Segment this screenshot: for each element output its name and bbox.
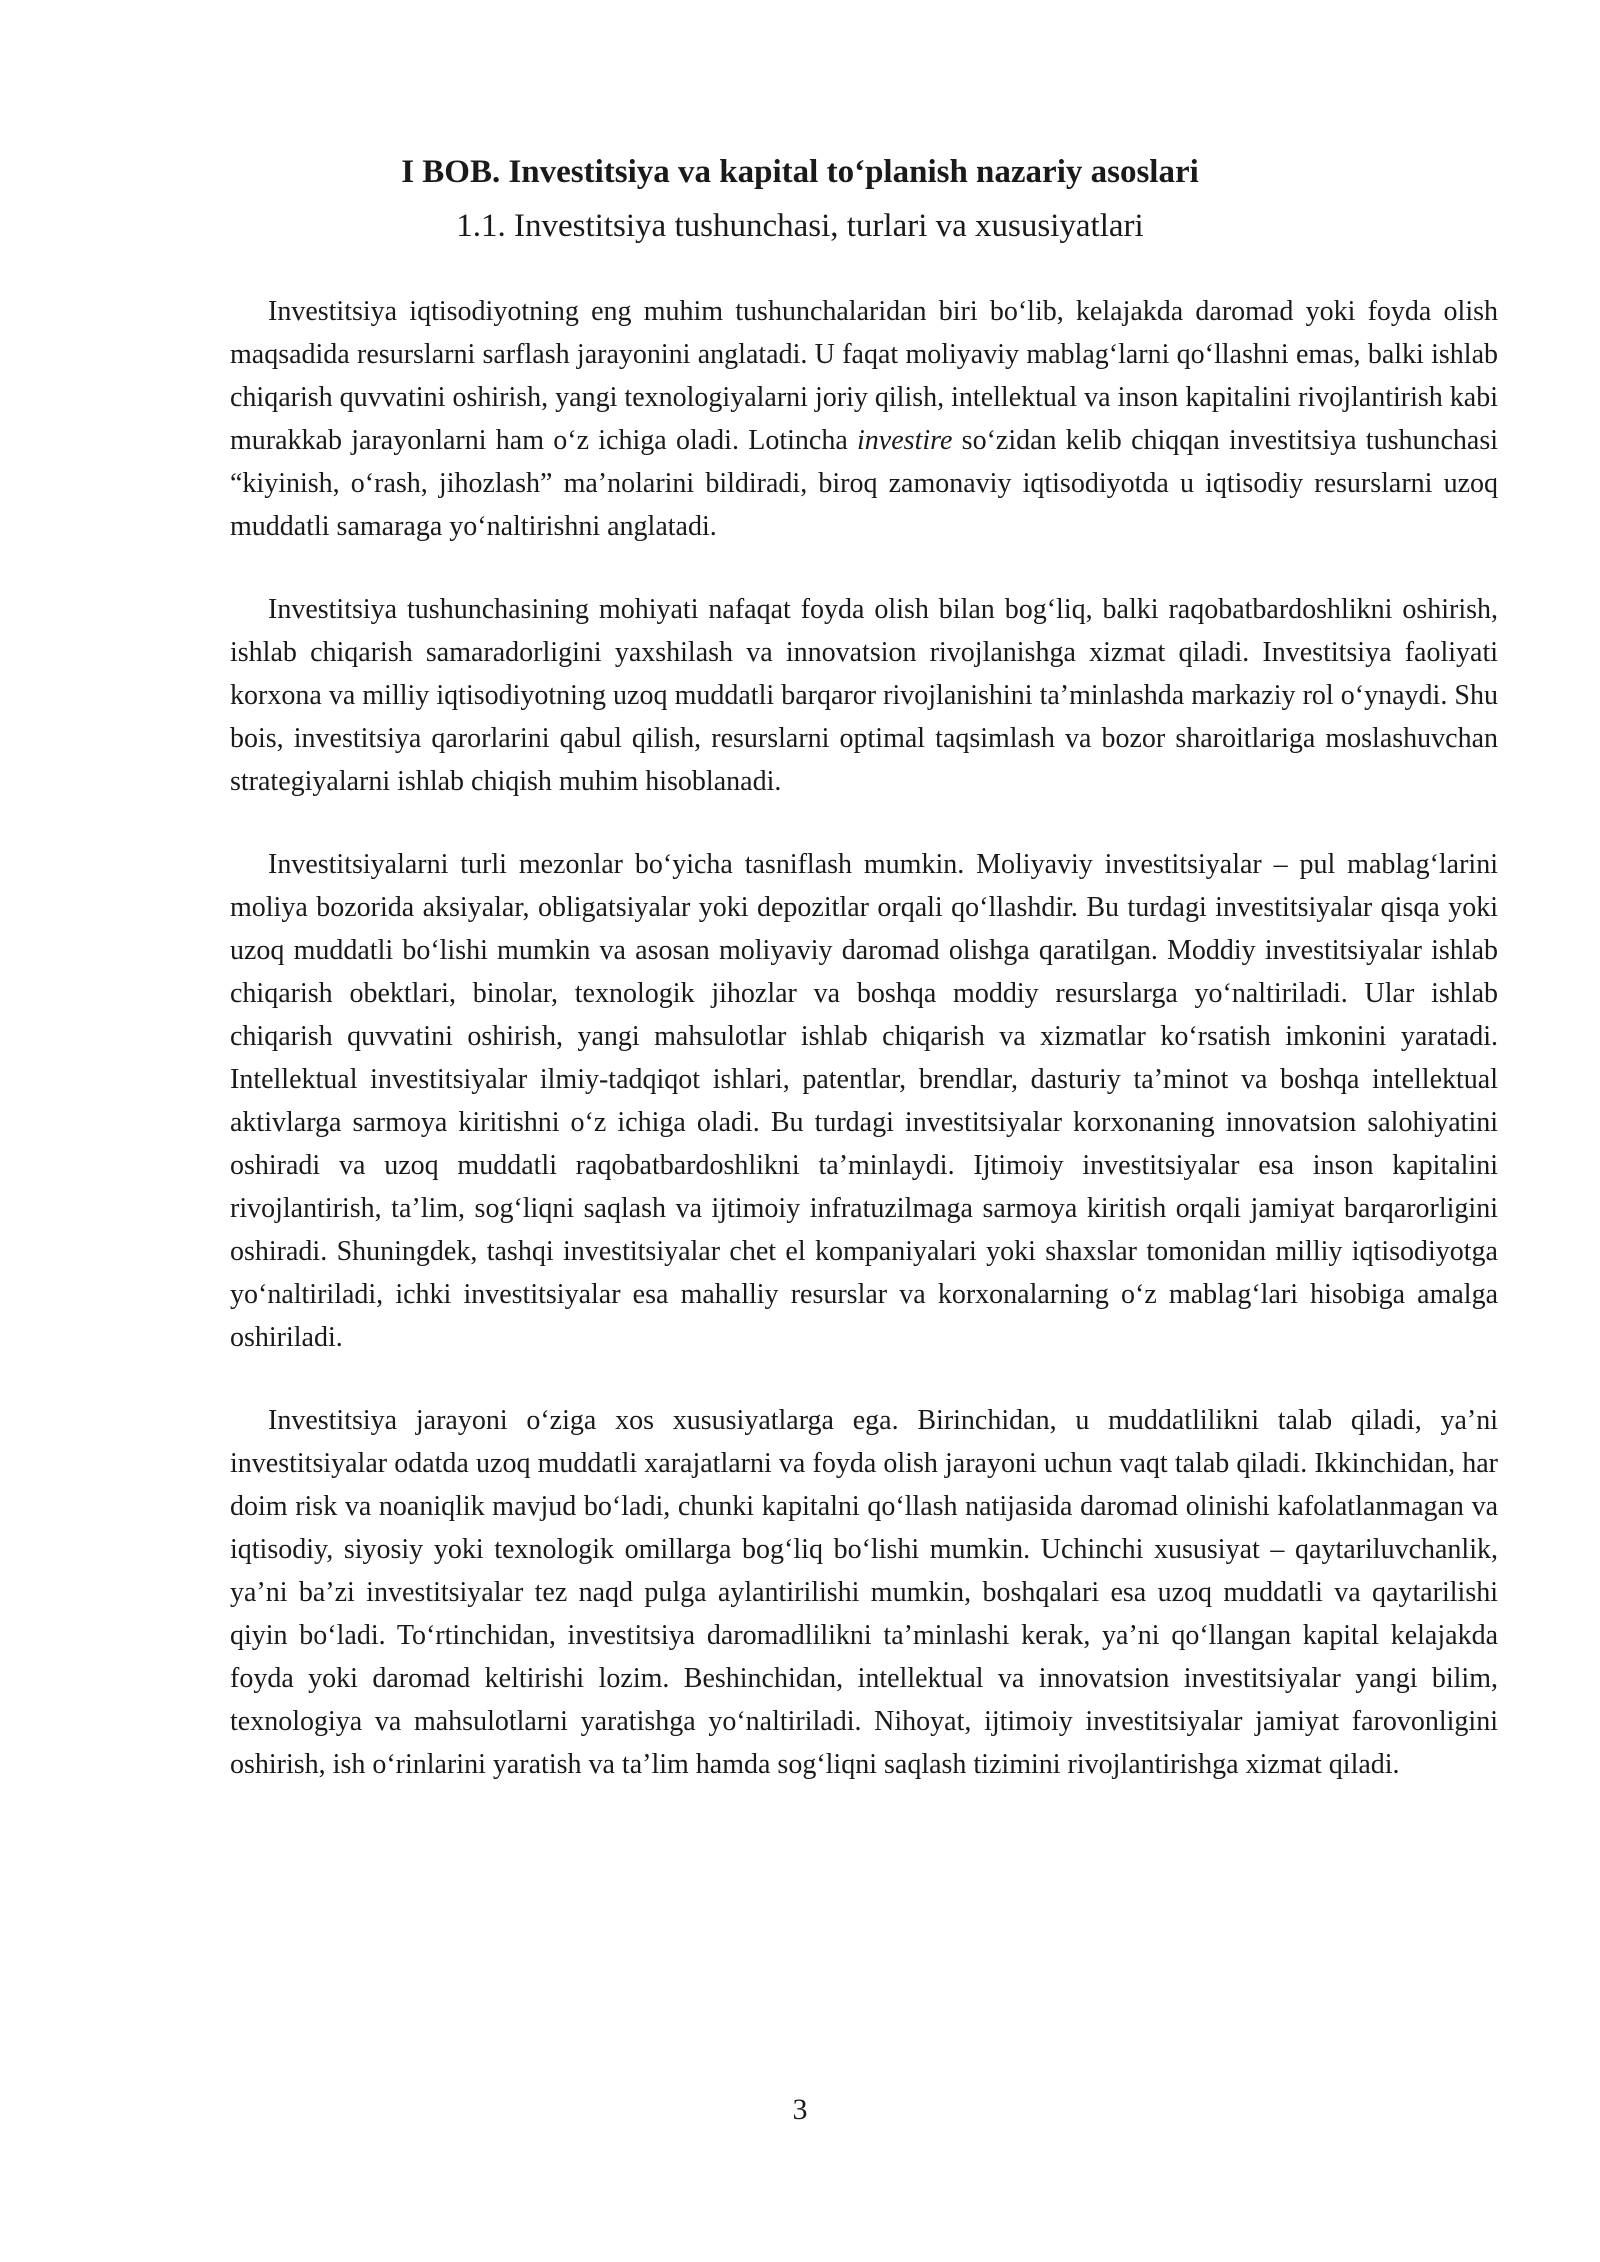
- paragraph-1-text-end: so‘zidan kelib chiqqan investitsiya tushunchasi “kiyinish, o‘rash, jihozlash” ma’nolarini bildiradi, biroq zamonaviy iqtisodiyotda u iqtisodiy resurslarni uzoq muddatli samaraga yo‘naltirishni anglatadi.: [230, 425, 1499, 542]
- italic-term: investire: [857, 425, 953, 456]
- chapter-title: I BOB. Investitsiya va kapital to‘planish nazariy asoslari: [401, 154, 1199, 190]
- paragraph-1-text-start: Investitsiya iqtisodiyotning eng muhim tushunchalaridan biri bo‘lib, kelajakda daromad yoki foyda olish maqsadida resurslarni sarflash jarayonini anglatadi. U faqat moliyaviy mablag‘larni qo‘llashni emas, balki ishlab chiqarish quvvatini oshirish, yangi texnologiyalarni joriy qilish, intellektual va inson kapitalini rivojlantirish kabi murakkab jarayonlarni ham o‘z ichiga oladi. Lotincha: [230, 296, 1498, 456]
- paragraph-3: Investitsiyalarni turli mezonlar bo‘yicha tasniflash mumkin. Moliyaviy investitsiyalar – pul mablag‘larini moliya bozorida aksiyalar, obligatsiyalar yoki depozitlar orqali qo‘llashdir. Bu turdagi investitsiyalar qisqa yoki uzoq muddatli bo‘lishi mumkin va asosan moliyaviy daromad olishga qaratilgan. Moddiy investitsiyalar ishlab chiqarish obektlari, binolar, texnologik jihozlar va boshqa moddiy resurslarga yo‘naltiriladi. Ular ishlab chiqarish quvvatini oshirish, yangi mahsulotlar ishlab chiqarish va xizmatlar ko‘rsatish imkonini yaratadi. Intellektual investitsiyalar ilmiy-tadqiqot ishlari, patentlar, brendlar, dasturiy ta’minot va boshqa intellektual aktivlarga sarmoya kiritishni o‘z ichiga oladi. Bu turdagi investitsiyalar korxonaning innovatsion salohiyatini oshiradi va uzoq muddatli raqobatbardoshlikni ta’minlaydi. Ijtimoiy investitsiyalar esa inson kapitalini rivojlantirish, ta’lim, sog‘liqni saqlash va ijtimoiy infratuzilmaga sarmoya kiritish orqali jamiyat barqarorligini oshiradi. Shuningdek, tashqi investitsiyalar chet el kompaniyalari yoki shaxslar tomonidan milliy iqtisodiyotga yo‘naltiriladi, ichki investitsiyalar esa mahalliy resurslar va korxonalarning o‘z mablag‘lari hisobiga amalga oshiriladi.: [230, 849, 1498, 1353]
- section-title: 1.1. Investitsiya tushunchasi, turlari va xususiyatlari: [456, 208, 1144, 244]
- page-number: 3: [792, 2093, 808, 2126]
- paragraph-1: [230, 290, 1498, 548]
- paragraph-4: Investitsiya jarayoni o‘ziga xos xususiyatlarga ega. Birinchidan, u muddatlilikni talab qiladi, ya’ni investitsiyalar odatda uzoq muddatli xarajatlarni va foyda olish jarayoni uchun vaqt talab qiladi. Ikkinchidan, har doim risk va noaniqlik mavjud bo‘ladi, chunki kapitalni qo‘llash natijasida daromad olinishi kafolatlanmagan va iqtisodiy, siyosiy yoki texnologik omillarga bog‘liq bo‘lishi mumkin. Uchinchi xususiyat – qaytariluvchanlik, ya’ni ba’zi investitsiyalar tez naqd pulga aylantirilishi mumkin, boshqalari esa uzoq muddatli va qaytarilishi qiyin bo‘ladi. To‘rtinchidan, investitsiya daromadlilikni ta’minlashi kerak, ya’ni qo‘llangan kapital kelajakda foyda yoki daromad keltirishi lozim. Beshinchidan, intellektual va innovatsion investitsiyalar yangi bilim, texnologiya va mahsulotlarni yaratishga yo‘naltiriladi. Nihoyat, ijtimoiy investitsiyalar jamiyat farovonligini oshirish, ish o‘rinlarini yaratish va ta’lim hamda sog‘liqni saqlash tizimini rivojlantirishga xizmat qiladi.: [230, 1405, 1498, 1780]
- paragraph-2: Investitsiya tushunchasining mohiyati nafaqat foyda olish bilan bog‘liq, balki raqobatbardoshlikni oshirish, ishlab chiqarish samaradorligini yaxshilash va innovatsion rivojlanishga xizmat qiladi. Investitsiya faoliyati korxona va milliy iqtisodiyotning uzoq muddatli barqaror rivojlanishini ta’minlashda markaziy rol o‘ynaydi. Shu bois, investitsiya qarorlarini qabul qilish, resurslarni optimal taqsimlash va bozor sharoitlariga moslashuvchan strategiyalarni ishlab chiqish muhim hisoblanadi.: [230, 594, 1498, 797]
- body-text: [230, 290, 1498, 1826]
